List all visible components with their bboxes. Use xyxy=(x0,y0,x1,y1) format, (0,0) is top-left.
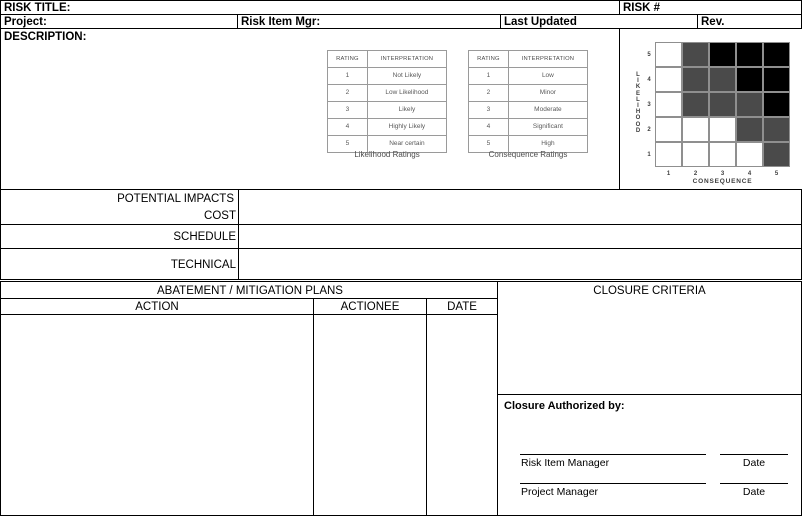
consequence-interpretation: Minor xyxy=(508,85,587,102)
matrix-y-tick-1: 1 xyxy=(647,151,651,158)
description-label: DESCRIPTION: xyxy=(4,31,87,43)
likelihood-rating: 3 xyxy=(328,102,368,119)
impact-label-schedule-cell xyxy=(0,224,239,249)
consequence-interpretation: Significant xyxy=(508,119,587,136)
consequence-col-interpretation: INTERPRETATION xyxy=(508,51,587,68)
potential-impacts-title: POTENTIAL IMPACTS xyxy=(117,193,234,205)
table-row xyxy=(328,85,447,102)
signature-line-project-manager[interactable] xyxy=(520,483,706,484)
matrix-y-tick-3: 3 xyxy=(647,101,651,108)
risk-title-label: RISK TITLE: xyxy=(4,2,71,14)
risk-number-field[interactable] xyxy=(619,0,802,15)
likelihood-rating: 4 xyxy=(328,119,368,136)
risk-title-field[interactable] xyxy=(0,0,620,15)
abatement-col-date-label: DATE xyxy=(447,301,477,313)
likelihood-rating: 1 xyxy=(328,68,368,85)
table-row xyxy=(469,68,588,85)
impact-value-schedule[interactable] xyxy=(238,224,802,249)
consequence-rating: 3 xyxy=(469,102,509,119)
table-row xyxy=(469,85,588,102)
signature-date-line-risk-item-manager[interactable] xyxy=(720,454,788,455)
signature-date-line-project-manager[interactable] xyxy=(720,483,788,484)
risk-item-mgr-label: Risk Item Mgr: xyxy=(241,16,321,28)
abatement-action-body[interactable] xyxy=(0,314,314,516)
likelihood-interpretation: Near certain xyxy=(367,136,446,153)
likelihood-interpretation: Low Likelihood xyxy=(367,85,446,102)
consequence-interpretation: High xyxy=(508,136,587,153)
likelihood-rating: 5 xyxy=(328,136,368,153)
likelihood-col-rating: RATING xyxy=(328,51,368,68)
likelihood-interpretation: Likely xyxy=(367,102,446,119)
matrix-x-tick-4: 4 xyxy=(747,171,752,177)
potential-impacts-cost-label-cell xyxy=(0,189,239,225)
risk-matrix-chart xyxy=(623,32,799,188)
table-row xyxy=(469,102,588,119)
consequence-interpretation: Low xyxy=(508,68,587,85)
last-updated-field[interactable] xyxy=(500,14,698,29)
risk-number-label: RISK # xyxy=(623,2,661,14)
consequence-ratings-caption: Consequence Ratings xyxy=(488,150,568,159)
impact-label-cost: COST xyxy=(204,210,236,222)
table-row xyxy=(328,68,447,85)
impact-value-cost[interactable] xyxy=(238,189,802,225)
table-row xyxy=(328,119,447,136)
consequence-rating: 5 xyxy=(469,136,509,153)
consequence-col-rating: RATING xyxy=(469,51,509,68)
matrix-x-axis-label: CONSEQUENCE xyxy=(692,178,753,185)
impact-label-technical-cell xyxy=(0,248,239,280)
consequence-rating: 1 xyxy=(469,68,509,85)
abatement-title-cell xyxy=(0,281,498,299)
matrix-y-axis-label: L I K E L I H O O D xyxy=(635,72,641,134)
rev-label: Rev. xyxy=(701,16,725,28)
consequence-rating: 4 xyxy=(469,119,509,136)
signature-role-risk-item-manager: Risk Item Manager xyxy=(521,457,610,469)
matrix-y-tick-4: 4 xyxy=(647,76,651,83)
abatement-col-actionee-header xyxy=(313,298,427,315)
matrix-y-tick-5: 5 xyxy=(647,51,651,58)
matrix-x-tick-3: 3 xyxy=(720,171,725,177)
abatement-col-date-header xyxy=(426,298,498,315)
likelihood-col-interpretation: INTERPRETATION xyxy=(367,51,446,68)
matrix-x-tick-1: 1 xyxy=(666,171,671,177)
likelihood-interpretation: Not Likely xyxy=(367,68,446,85)
matrix-y-tick-2: 2 xyxy=(647,126,651,133)
abatement-actionee-body[interactable] xyxy=(313,314,427,516)
table-row xyxy=(328,102,447,119)
closure-criteria-box[interactable] xyxy=(497,281,802,395)
rev-field[interactable] xyxy=(697,14,802,29)
impact-value-technical[interactable] xyxy=(238,248,802,280)
abatement-date-body[interactable] xyxy=(426,314,498,516)
likelihood-rating: 2 xyxy=(328,85,368,102)
last-updated-label: Last Updated xyxy=(504,16,577,28)
likelihood-ratings-caption: Likelihood Ratings xyxy=(354,150,420,159)
signature-date-label-project-manager: Date xyxy=(742,486,766,498)
likelihood-interpretation: Highly Likely xyxy=(367,119,446,136)
likelihood-ratings-table xyxy=(327,50,447,153)
abatement-title: ABATEMENT / MITIGATION PLANS xyxy=(157,285,343,297)
project-label: Project: xyxy=(4,16,47,28)
closure-authorization-box xyxy=(497,394,802,516)
consequence-interpretation: Moderate xyxy=(508,102,587,119)
signature-date-label-risk-item-manager: Date xyxy=(742,457,766,469)
matrix-grid xyxy=(655,42,790,167)
signature-role-project-manager: Project Manager xyxy=(521,486,599,498)
impact-label-schedule: SCHEDULE xyxy=(173,231,236,243)
matrix-x-tick-5: 5 xyxy=(774,171,779,177)
consequence-ratings-table xyxy=(468,50,588,153)
closure-criteria-title: CLOSURE CRITERIA xyxy=(593,285,706,297)
abatement-col-action-label: ACTION xyxy=(135,301,179,313)
risk-item-mgr-field[interactable] xyxy=(237,14,501,29)
project-field[interactable] xyxy=(0,14,238,29)
table-row xyxy=(469,119,588,136)
signature-line-risk-item-manager[interactable] xyxy=(520,454,706,455)
consequence-rating: 2 xyxy=(469,85,509,102)
closure-authorized-label: Closure Authorized by: xyxy=(504,400,625,412)
abatement-col-action-header xyxy=(0,298,314,315)
impact-label-technical: TECHNICAL xyxy=(170,259,236,271)
matrix-x-tick-2: 2 xyxy=(693,171,698,177)
abatement-col-actionee-label: ACTIONEE xyxy=(340,301,400,313)
